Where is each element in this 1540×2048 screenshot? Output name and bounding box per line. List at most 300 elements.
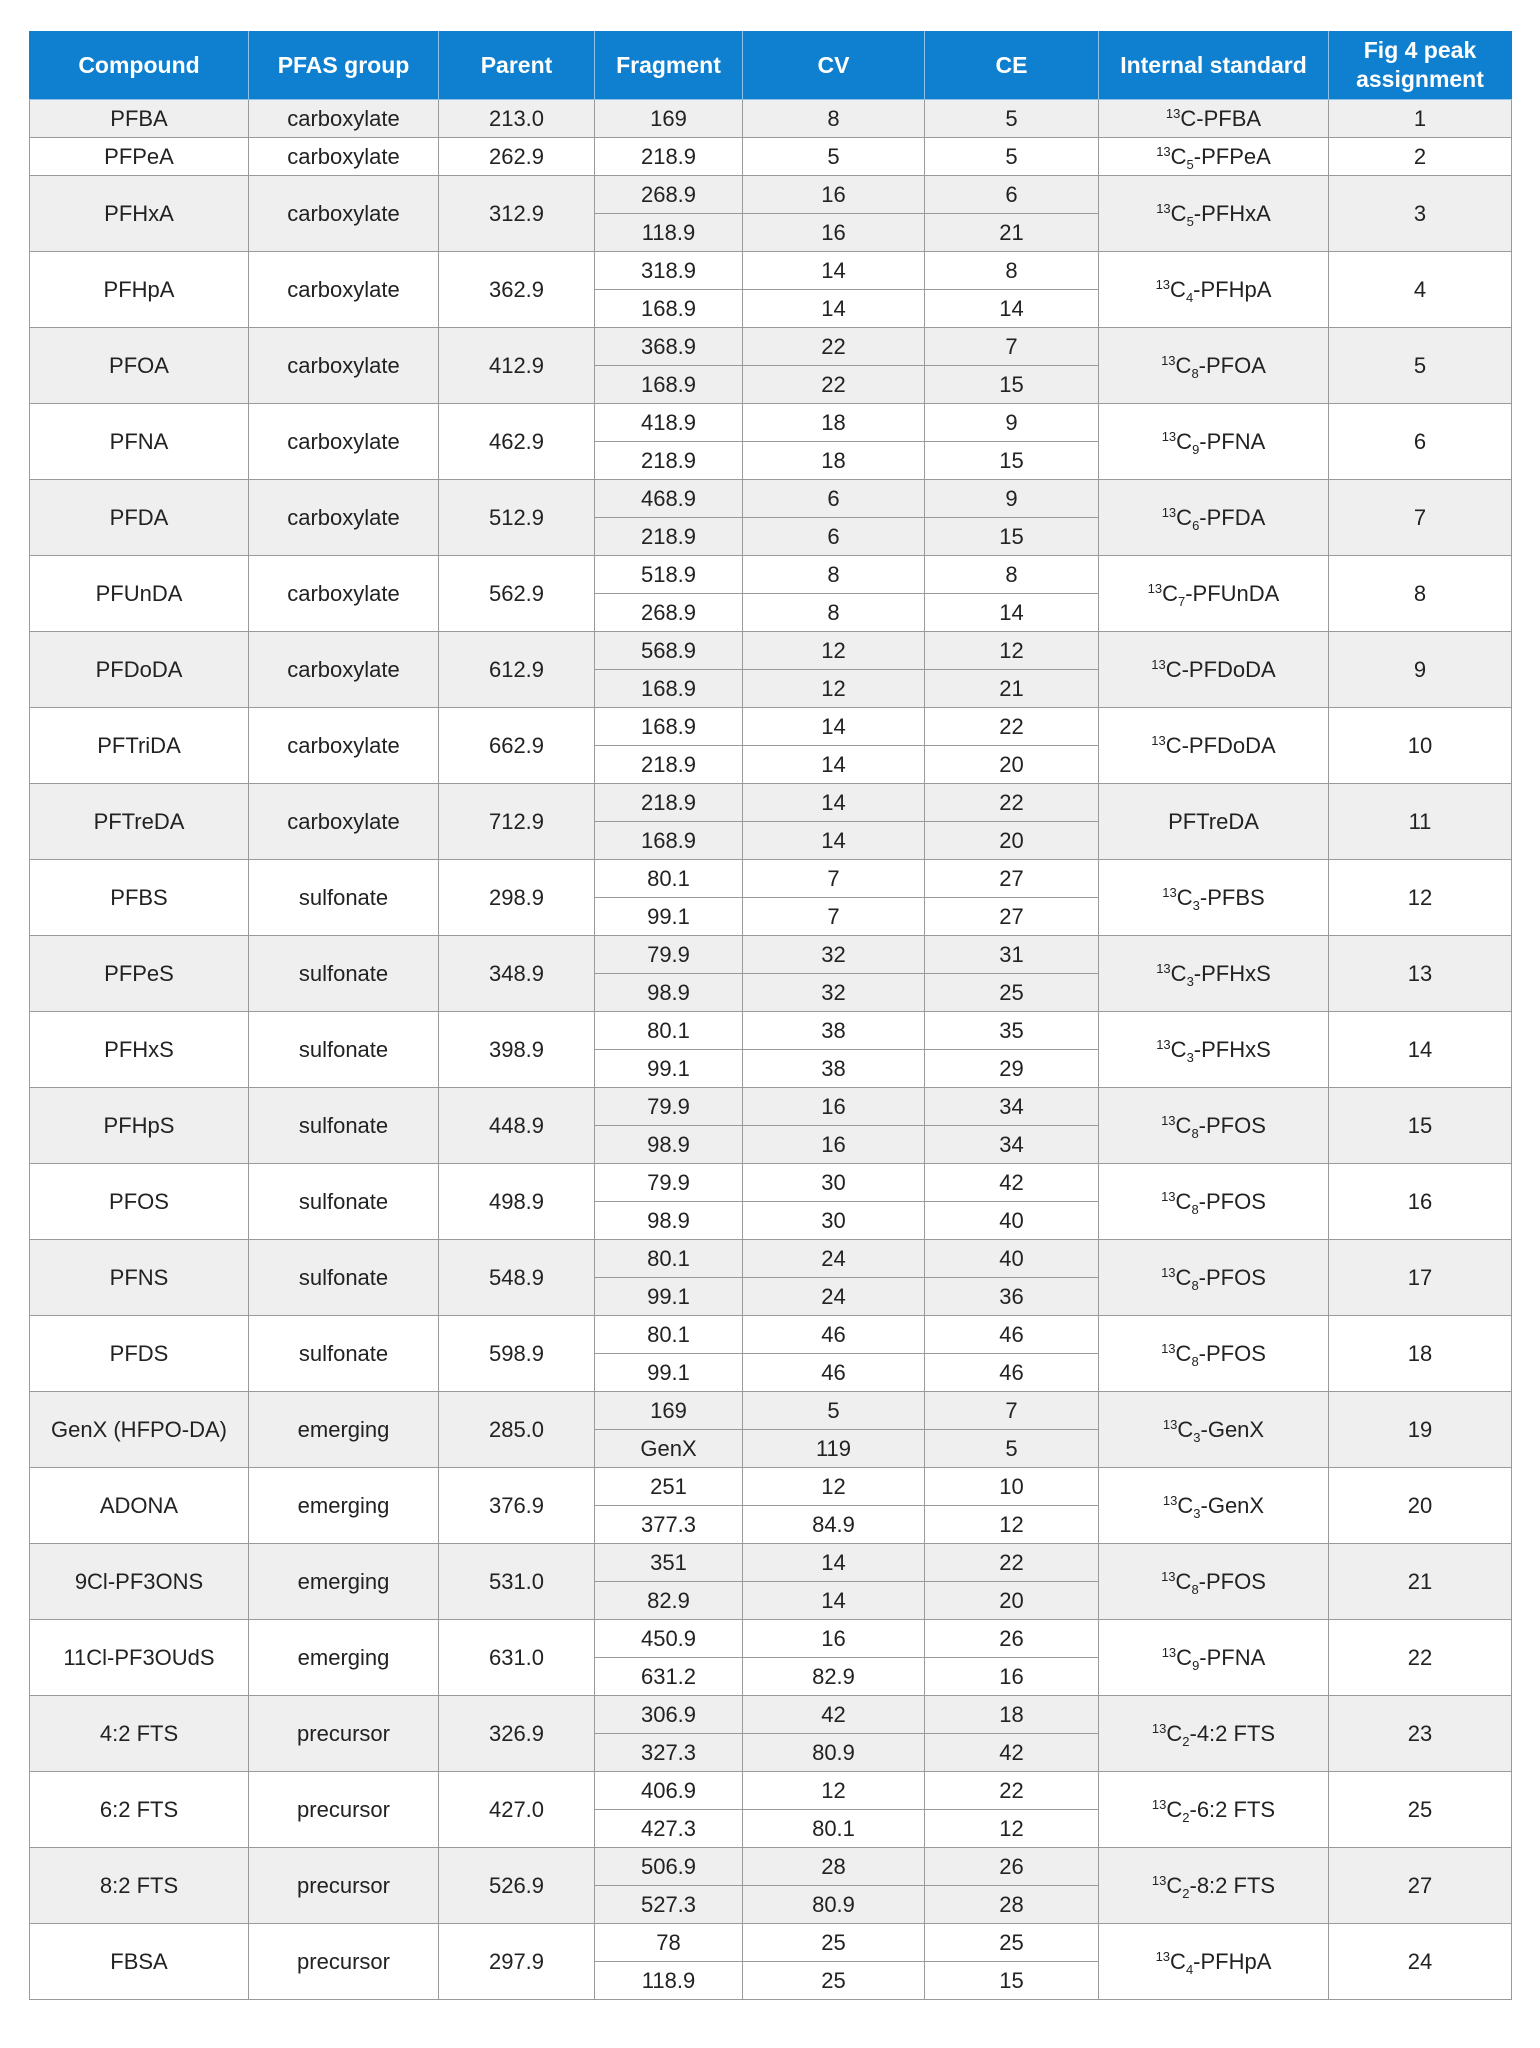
cell-peak-assignment: 19: [1329, 1392, 1512, 1468]
cell-ce: 7: [925, 1392, 1099, 1430]
cell-cv: 28: [743, 1848, 925, 1886]
cell-parent: 662.9: [439, 708, 595, 784]
cell-ce: 15: [925, 518, 1099, 556]
cell-pfas-group: sulfonate: [249, 860, 439, 936]
cell-fragment: 631.2: [595, 1658, 743, 1696]
cell-compound: PFPeS: [30, 936, 249, 1012]
isotope-mass-number: 13: [1165, 105, 1181, 121]
isotope-atom-count: 3: [1186, 1049, 1194, 1065]
cell-ce: 26: [925, 1848, 1099, 1886]
cell-pfas-group: carboxylate: [249, 100, 439, 138]
isotope-atom-count: 4: [1185, 1961, 1194, 1977]
cell-fragment: 82.9: [595, 1582, 743, 1620]
cell-parent: 326.9: [439, 1696, 595, 1772]
cell-internal-standard: [1099, 1620, 1329, 1696]
isotope-element: C: [1176, 884, 1193, 910]
cell-ce: 12: [925, 632, 1099, 670]
cell-ce: 21: [925, 214, 1099, 252]
cell-ce: 27: [925, 860, 1099, 898]
cell-pfas-group: emerging: [249, 1620, 439, 1696]
table-body: [30, 100, 1512, 2000]
isotope-mass-number: 13: [1161, 1188, 1176, 1204]
cell-compound: GenX (HFPO-DA): [30, 1392, 249, 1468]
cell-ce: 22: [925, 1544, 1099, 1582]
table-row: [30, 1164, 1512, 1202]
cell-compound: PFHxA: [30, 176, 249, 252]
table-row: [30, 1012, 1512, 1050]
standard-name: -PFDoDA: [1181, 656, 1276, 682]
isotope-atom-count: 5: [1186, 213, 1194, 229]
cell-parent: 548.9: [439, 1240, 595, 1316]
cell-cv: 16: [743, 214, 925, 252]
standard-name: -PFBS: [1199, 884, 1265, 910]
cell-pfas-group: precursor: [249, 1848, 439, 1924]
cell-pfas-group: precursor: [249, 1696, 439, 1772]
cell-internal-standard: [1099, 100, 1329, 138]
cell-compound: PFBA: [30, 100, 249, 138]
cell-peak-assignment: 15: [1329, 1088, 1512, 1164]
cell-peak-assignment: 18: [1329, 1316, 1512, 1392]
cell-ce: 14: [925, 594, 1099, 632]
cell-peak-assignment: 14: [1329, 1012, 1512, 1088]
table-row: [30, 252, 1512, 290]
isotope-element: C: [1177, 1492, 1194, 1518]
cell-fragment: 169: [595, 100, 743, 138]
standard-name: -PFNA: [1199, 428, 1266, 454]
cell-fragment: 218.9: [595, 138, 743, 176]
cell-parent: 285.0: [439, 1392, 595, 1468]
isotope-mass-number: 13: [1161, 1112, 1176, 1128]
cell-ce: 8: [925, 252, 1099, 290]
cell-fragment: 251: [595, 1468, 743, 1506]
cell-peak-assignment: 21: [1329, 1544, 1512, 1620]
standard-name: -8:2 FTS: [1189, 1872, 1276, 1898]
cell-cv: 25: [743, 1962, 925, 2000]
cell-parent: 612.9: [439, 632, 595, 708]
cell-cv: 16: [743, 1088, 925, 1126]
cell-pfas-group: sulfonate: [249, 936, 439, 1012]
cell-internal-standard: [1099, 328, 1329, 404]
standard-name: -PFOS: [1198, 1188, 1266, 1214]
isotope-mass-number: 13: [1155, 276, 1171, 292]
cell-ce: 12: [925, 1506, 1099, 1544]
cell-internal-standard: [1099, 708, 1329, 784]
standard-name: -4:2 FTS: [1189, 1720, 1276, 1746]
cell-parent: 312.9: [439, 176, 595, 252]
cell-fragment: 79.9: [595, 936, 743, 974]
cell-cv: 25: [743, 1924, 925, 1962]
table-row: [30, 328, 1512, 366]
pfas-mrm-table: [29, 31, 1512, 2000]
cell-fragment: 98.9: [595, 1126, 743, 1164]
cell-internal-standard: [1099, 1924, 1329, 2000]
cell-ce: 22: [925, 784, 1099, 822]
header-cv: CV: [743, 31, 925, 100]
standard-name: -PFHpA: [1193, 276, 1272, 302]
isotope-atom-count: 8: [1191, 365, 1199, 381]
table-row: [30, 1696, 1512, 1734]
cell-cv: 14: [743, 1582, 925, 1620]
isotope-atom-count: 2: [1182, 1733, 1190, 1749]
cell-fragment: 99.1: [595, 1278, 743, 1316]
cell-compound: PFNA: [30, 404, 249, 480]
cell-fragment: 306.9: [595, 1696, 743, 1734]
cell-fragment: 527.3: [595, 1886, 743, 1924]
cell-parent: 631.0: [439, 1620, 595, 1696]
isotope-mass-number: 13: [1161, 1644, 1177, 1660]
table-row: [30, 936, 1512, 974]
standard-name: -PFOS: [1198, 1340, 1266, 1366]
standard-name: -PFNA: [1199, 1644, 1266, 1670]
cell-peak-assignment: 1: [1329, 100, 1512, 138]
cell-cv: 22: [743, 366, 925, 404]
cell-compound: PFHxS: [30, 1012, 249, 1088]
standard-name: -PFDoDA: [1181, 732, 1276, 758]
cell-parent: 498.9: [439, 1164, 595, 1240]
cell-ce: 40: [925, 1240, 1099, 1278]
isotope-element: C: [1166, 1872, 1183, 1898]
cell-peak-assignment: 6: [1329, 404, 1512, 480]
cell-cv: 14: [743, 822, 925, 860]
standard-name: -PFUnDA: [1185, 580, 1280, 606]
table-header: [30, 31, 1512, 100]
cell-fragment: 450.9: [595, 1620, 743, 1658]
cell-fragment: 518.9: [595, 556, 743, 594]
cell-compound: PFTriDA: [30, 708, 249, 784]
cell-peak-assignment: 13: [1329, 936, 1512, 1012]
cell-internal-standard: [1099, 1848, 1329, 1924]
cell-fragment: 168.9: [595, 366, 743, 404]
cell-ce: 5: [925, 100, 1099, 138]
table-row: [30, 138, 1512, 176]
table-row: [30, 1924, 1512, 1962]
table-row: [30, 1392, 1512, 1430]
cell-pfas-group: carboxylate: [249, 328, 439, 404]
cell-pfas-group: sulfonate: [249, 1316, 439, 1392]
cell-cv: 14: [743, 708, 925, 746]
cell-ce: 21: [925, 670, 1099, 708]
cell-ce: 25: [925, 974, 1099, 1012]
cell-cv: 82.9: [743, 1658, 925, 1696]
isotope-mass-number: 13: [1161, 1264, 1176, 1280]
cell-ce: 15: [925, 366, 1099, 404]
cell-ce: 31: [925, 936, 1099, 974]
cell-cv: 6: [743, 480, 925, 518]
cell-ce: 28: [925, 1886, 1099, 1924]
isotope-atom-count: 8: [1191, 1125, 1199, 1141]
cell-peak-assignment: 10: [1329, 708, 1512, 784]
cell-ce: 6: [925, 176, 1099, 214]
cell-internal-standard: [1099, 138, 1329, 176]
cell-parent: 427.0: [439, 1772, 595, 1848]
standard-name: -PFDA: [1199, 504, 1266, 530]
cell-peak-assignment: 27: [1329, 1848, 1512, 1924]
isotope-element: C: [1175, 1264, 1192, 1290]
isotope-mass-number: 13: [1161, 428, 1177, 444]
isotope-element: C: [1165, 656, 1182, 682]
isotope-mass-number: 13: [1161, 504, 1177, 520]
cell-fragment: 377.3: [595, 1506, 743, 1544]
isotope-mass-number: 13: [1156, 960, 1171, 976]
cell-ce: 14: [925, 290, 1099, 328]
cell-cv: 14: [743, 746, 925, 784]
cell-ce: 5: [925, 1430, 1099, 1468]
cell-cv: 38: [743, 1050, 925, 1088]
cell-cv: 12: [743, 670, 925, 708]
cell-cv: 6: [743, 518, 925, 556]
cell-internal-standard: [1099, 784, 1329, 860]
isotope-mass-number: 13: [1151, 1796, 1167, 1812]
cell-cv: 46: [743, 1354, 925, 1392]
isotope-element: C: [1175, 1112, 1192, 1138]
cell-compound: FBSA: [30, 1924, 249, 2000]
standard-name: -PFOA: [1198, 352, 1266, 378]
isotope-atom-count: 3: [1193, 1429, 1201, 1445]
cell-pfas-group: precursor: [249, 1924, 439, 2000]
cell-pfas-group: carboxylate: [249, 252, 439, 328]
table-row: [30, 404, 1512, 442]
cell-compound: PFOA: [30, 328, 249, 404]
table-row: [30, 1316, 1512, 1354]
table-row: [30, 708, 1512, 746]
isotope-atom-count: 5: [1186, 156, 1194, 172]
cell-fragment: 80.1: [595, 1012, 743, 1050]
cell-peak-assignment: 22: [1329, 1620, 1512, 1696]
cell-peak-assignment: 24: [1329, 1924, 1512, 2000]
cell-ce: 46: [925, 1316, 1099, 1354]
cell-cv: 30: [743, 1164, 925, 1202]
cell-cv: 8: [743, 556, 925, 594]
cell-parent: 297.9: [439, 1924, 595, 2000]
cell-cv: 12: [743, 632, 925, 670]
cell-cv: 14: [743, 1544, 925, 1582]
cell-peak-assignment: 3: [1329, 176, 1512, 252]
isotope-element: C: [1177, 1416, 1194, 1442]
isotope-mass-number: 13: [1156, 1036, 1171, 1052]
cell-cv: 5: [743, 1392, 925, 1430]
cell-compound: PFOS: [30, 1164, 249, 1240]
cell-fragment: 80.1: [595, 1240, 743, 1278]
cell-fragment: 218.9: [595, 442, 743, 480]
cell-parent: 448.9: [439, 1088, 595, 1164]
cell-ce: 15: [925, 442, 1099, 480]
cell-pfas-group: emerging: [249, 1468, 439, 1544]
standard-name: -PFHpA: [1193, 1948, 1272, 1974]
cell-internal-standard: [1099, 1088, 1329, 1164]
cell-cv: 12: [743, 1468, 925, 1506]
cell-pfas-group: carboxylate: [249, 556, 439, 632]
standard-name: -GenX: [1200, 1416, 1265, 1442]
cell-pfas-group: precursor: [249, 1772, 439, 1848]
cell-fragment: 506.9: [595, 1848, 743, 1886]
cell-fragment: GenX: [595, 1430, 743, 1468]
cell-internal-standard: [1099, 632, 1329, 708]
cell-ce: 15: [925, 1962, 1099, 2000]
table-row: [30, 100, 1512, 138]
cell-parent: 348.9: [439, 936, 595, 1012]
cell-fragment: 568.9: [595, 632, 743, 670]
isotope-atom-count: 3: [1186, 973, 1194, 989]
isotope-mass-number: 13: [1156, 200, 1171, 216]
cell-ce: 27: [925, 898, 1099, 936]
cell-fragment: 80.1: [595, 860, 743, 898]
cell-parent: 562.9: [439, 556, 595, 632]
cell-cv: 7: [743, 860, 925, 898]
cell-parent: 298.9: [439, 860, 595, 936]
cell-parent: 526.9: [439, 1848, 595, 1924]
cell-peak-assignment: 16: [1329, 1164, 1512, 1240]
cell-internal-standard: [1099, 176, 1329, 252]
cell-cv: 8: [743, 594, 925, 632]
cell-cv: 30: [743, 1202, 925, 1240]
table-row: [30, 1772, 1512, 1810]
isotope-element: C: [1162, 580, 1178, 606]
cell-pfas-group: carboxylate: [249, 404, 439, 480]
isotope-atom-count: 3: [1192, 897, 1200, 913]
table-row: [30, 1620, 1512, 1658]
cell-compound: 11Cl-PF3OUdS: [30, 1620, 249, 1696]
isotope-element: C: [1170, 1948, 1186, 1974]
isotope-mass-number: 13: [1151, 656, 1166, 672]
cell-fragment: 168.9: [595, 822, 743, 860]
cell-compound: PFTreDA: [30, 784, 249, 860]
isotope-atom-count: 7: [1178, 593, 1186, 609]
cell-ce: 34: [925, 1088, 1099, 1126]
isotope-element: C: [1175, 1340, 1192, 1366]
cell-pfas-group: sulfonate: [249, 1012, 439, 1088]
cell-pfas-group: sulfonate: [249, 1088, 439, 1164]
table-row: [30, 556, 1512, 594]
cell-fragment: 268.9: [595, 594, 743, 632]
cell-peak-assignment: 5: [1329, 328, 1512, 404]
cell-fragment: 427.3: [595, 1810, 743, 1848]
cell-cv: 32: [743, 974, 925, 1012]
cell-fragment: 118.9: [595, 214, 743, 252]
cell-ce: 35: [925, 1012, 1099, 1050]
standard-name: -PFBA: [1196, 105, 1262, 131]
cell-internal-standard: [1099, 252, 1329, 328]
standard-name: -PFOS: [1198, 1264, 1266, 1290]
isotope-element: C: [1176, 428, 1193, 454]
cell-parent: 512.9: [439, 480, 595, 556]
cell-ce: 20: [925, 1582, 1099, 1620]
table-row: [30, 1848, 1512, 1886]
cell-pfas-group: emerging: [249, 1392, 439, 1468]
standard-name: -PFOS: [1198, 1568, 1266, 1594]
cell-fragment: 318.9: [595, 252, 743, 290]
cell-fragment: 418.9: [595, 404, 743, 442]
cell-fragment: 99.1: [595, 1354, 743, 1392]
isotope-atom-count: 8: [1191, 1277, 1199, 1293]
cell-peak-assignment: 8: [1329, 556, 1512, 632]
table-row: [30, 784, 1512, 822]
cell-internal-standard: [1099, 404, 1329, 480]
cell-cv: 38: [743, 1012, 925, 1050]
cell-cv: 18: [743, 404, 925, 442]
cell-peak-assignment: 17: [1329, 1240, 1512, 1316]
cell-ce: 8: [925, 556, 1099, 594]
isotope-mass-number: 13: [1147, 580, 1163, 596]
cell-parent: 462.9: [439, 404, 595, 480]
cell-ce: 16: [925, 1658, 1099, 1696]
cell-cv: 14: [743, 252, 925, 290]
cell-peak-assignment: 4: [1329, 252, 1512, 328]
cell-cv: 119: [743, 1430, 925, 1468]
isotope-mass-number: 13: [1161, 1340, 1176, 1356]
cell-pfas-group: carboxylate: [249, 708, 439, 784]
isotope-atom-count: 9: [1192, 1657, 1200, 1673]
isotope-element: C: [1175, 1188, 1192, 1214]
table-row: [30, 1088, 1512, 1126]
standard-name: -PFHxS: [1193, 1036, 1271, 1062]
cell-peak-assignment: 11: [1329, 784, 1512, 860]
header-peak-assignment: Fig 4 peak assignment: [1329, 31, 1512, 100]
isotope-mass-number: 13: [1156, 143, 1171, 159]
standard-name: -PFOS: [1198, 1112, 1266, 1138]
cell-compound: PFDS: [30, 1316, 249, 1392]
isotope-element: C: [1175, 352, 1192, 378]
cell-ce: 25: [925, 1924, 1099, 1962]
isotope-element: C: [1166, 1796, 1183, 1822]
cell-cv: 42: [743, 1696, 925, 1734]
cell-fragment: 99.1: [595, 898, 743, 936]
cell-cv: 16: [743, 1620, 925, 1658]
cell-compound: PFNS: [30, 1240, 249, 1316]
isotope-atom-count: 9: [1192, 441, 1200, 457]
isotope-mass-number: 13: [1155, 1948, 1171, 1964]
cell-cv: 14: [743, 290, 925, 328]
cell-parent: 376.9: [439, 1468, 595, 1544]
cell-internal-standard: [1099, 1240, 1329, 1316]
cell-cv: 7: [743, 898, 925, 936]
cell-ce: 36: [925, 1278, 1099, 1316]
cell-ce: 20: [925, 822, 1099, 860]
cell-cv: 14: [743, 784, 925, 822]
cell-ce: 20: [925, 746, 1099, 784]
cell-internal-standard: [1099, 1544, 1329, 1620]
isotope-atom-count: 4: [1185, 289, 1194, 305]
cell-fragment: 218.9: [595, 518, 743, 556]
cell-ce: 9: [925, 404, 1099, 442]
isotope-mass-number: 13: [1151, 1720, 1167, 1736]
cell-parent: 398.9: [439, 1012, 595, 1088]
cell-parent: 598.9: [439, 1316, 595, 1392]
cell-ce: 46: [925, 1354, 1099, 1392]
cell-fragment: 80.1: [595, 1316, 743, 1354]
cell-ce: 12: [925, 1810, 1099, 1848]
cell-fragment: 169: [595, 1392, 743, 1430]
cell-ce: 18: [925, 1696, 1099, 1734]
cell-pfas-group: carboxylate: [249, 138, 439, 176]
cell-ce: 26: [925, 1620, 1099, 1658]
cell-fragment: 268.9: [595, 176, 743, 214]
cell-internal-standard: [1099, 936, 1329, 1012]
isotope-mass-number: 13: [1151, 732, 1166, 748]
table-row: [30, 1544, 1512, 1582]
cell-internal-standard: [1099, 1468, 1329, 1544]
isotope-element: C: [1170, 200, 1187, 226]
table-row: [30, 176, 1512, 214]
cell-internal-standard: [1099, 1772, 1329, 1848]
cell-parent: 531.0: [439, 1544, 595, 1620]
cell-internal-standard: [1099, 1392, 1329, 1468]
cell-cv: 84.9: [743, 1506, 925, 1544]
cell-internal-standard: [1099, 1164, 1329, 1240]
isotope-element: C: [1176, 504, 1193, 530]
cell-fragment: 218.9: [595, 784, 743, 822]
cell-pfas-group: carboxylate: [249, 784, 439, 860]
cell-parent: 213.0: [439, 100, 595, 138]
